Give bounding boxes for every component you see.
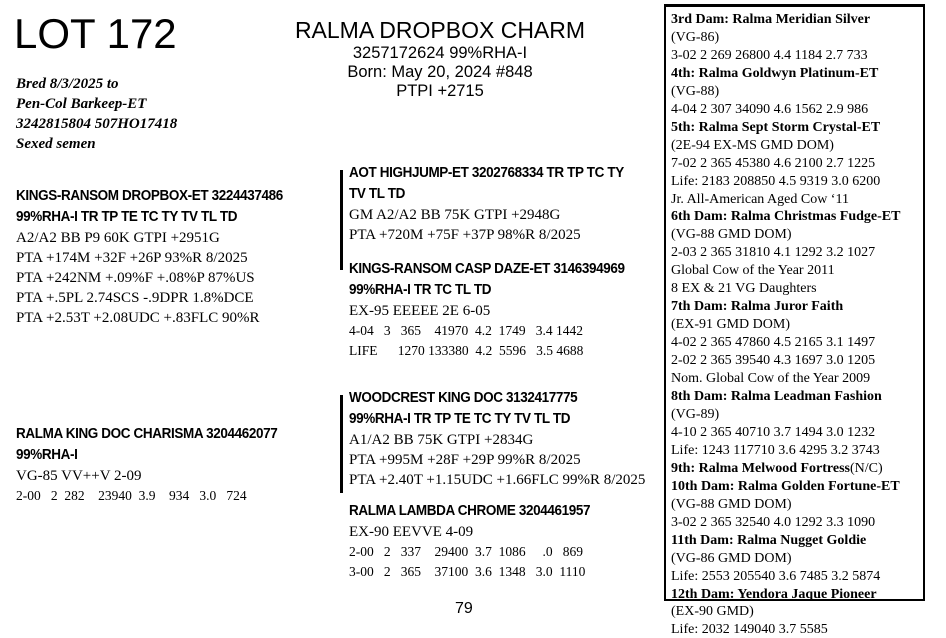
animal-name: RALMA DROPBOX CHARM — [294, 17, 586, 43]
animal-ptpi: PTPI +2715 — [396, 82, 484, 100]
ancestor-text: Jr. All-American Aged Cow ‘11 — [671, 191, 849, 207]
ancestor-text: (VG-88 GMD DOM) — [671, 496, 792, 512]
ancestor-detail — [671, 173, 923, 191]
sire-dam-block — [349, 259, 645, 361]
ancestor-detail — [671, 334, 923, 352]
dam-sire-block — [349, 388, 645, 490]
dam-dam-line: EX-90 EEVVE 4-09 — [349, 524, 474, 540]
ancestor-detail — [671, 29, 923, 47]
ancestor-text: (VG-89) — [671, 406, 720, 422]
dam-bracket — [340, 395, 343, 493]
dam-dam-name: RALMA LAMBDA CHROME 3204461957 — [349, 503, 591, 519]
ancestor-name — [671, 388, 923, 406]
ancestor-detail — [671, 603, 923, 621]
dam-dam-record: 3-00 2 365 37100 3.6 1348 3.0 1110 — [349, 564, 586, 579]
dam-sire-tags: 99%RHA-I TR TP TE TC TY TV TL TD — [349, 411, 571, 427]
ancestor-name — [671, 298, 923, 316]
dam-sire-line: PTA +2.40T +1.15UDC +1.66FLC 99%R 8/2025 — [349, 472, 646, 488]
ancestor-text: (EX-91 GMD DOM) — [671, 317, 790, 333]
bred-line: Pen-Col Barkeep-ET — [16, 96, 147, 112]
dam-dam-record: 2-00 2 337 29400 3.7 1086 .0 869 — [349, 544, 583, 559]
sire-sire-tags: TV TL TD — [349, 186, 405, 202]
ancestor-text: (EX-90 GMD) — [671, 604, 754, 620]
ancestor-text: 2-03 2 365 31810 4.1 1292 3.2 1027 — [671, 245, 876, 261]
ancestor-text: 4-10 2 365 40710 3.7 1494 3.0 1232 — [671, 424, 876, 440]
ancestor-suffix: (N/C) — [850, 460, 883, 476]
ancestor-detail — [671, 352, 923, 370]
ancestor-detail — [671, 83, 923, 101]
ancestor-text: Global Cow of the Year 2011 — [671, 263, 835, 279]
sire-name: KINGS-RANSOM DROPBOX-ET 3224437486 — [16, 188, 283, 204]
ancestor-name — [671, 208, 923, 226]
ancestor-detail — [671, 155, 923, 173]
sire-line: PTA +242NM +.09%F +.08%P 87%US — [16, 270, 255, 286]
bred-line: Bred 8/3/2025 to — [16, 76, 119, 92]
ancestor-detail — [671, 424, 923, 442]
ancestor-text: 4-02 2 365 47860 4.5 2165 3.1 1497 — [671, 335, 876, 351]
ancestor-text: 9th: Ralma Melwood Fortress — [671, 460, 850, 476]
sire-sire-line: PTA +720M +75F +37P 98%R 8/2025 — [349, 227, 581, 243]
sire-sire-block — [349, 163, 645, 245]
sire-dam-tags: 99%RHA-I TR TC TL TD — [349, 282, 492, 298]
bred-line: Sexed semen — [16, 136, 96, 152]
ancestor-text: 8 EX & 21 VG Daughters — [671, 281, 817, 297]
ancestor-text: 12th Dam: Yendora Jaque Pioneer — [671, 586, 877, 602]
ancestor-text: 7-02 2 365 45380 4.6 2100 2.7 1225 — [671, 155, 876, 171]
ancestor-detail — [671, 514, 923, 532]
dam-tags: 99%RHA-I — [16, 447, 78, 463]
sire-dam-name: KINGS-RANSOM CASP DAZE-ET 3146394969 — [349, 261, 625, 277]
sire-block — [16, 186, 303, 328]
dam-record: 2-00 2 282 23940 3.9 934 3.0 724 — [16, 488, 247, 503]
sire-tags: 99%RHA-I TR TP TE TC TY TV TL TD — [16, 209, 238, 225]
page-number: 79 — [455, 600, 473, 617]
ancestor-text: Life: 2032 149040 3.7 5585 — [671, 622, 828, 638]
ancestor-detail — [671, 226, 923, 244]
ancestor-detail — [671, 47, 923, 65]
ancestor-name — [671, 460, 923, 478]
ancestor-detail — [671, 568, 923, 586]
dam-name: RALMA KING DOC CHARISMA 3204462077 — [16, 426, 278, 442]
ancestor-text: 5th: Ralma Sept Storm Crystal-ET — [671, 119, 881, 135]
sire-bracket — [340, 170, 343, 270]
dam-sire-name: WOODCREST KING DOC 3132417775 — [349, 390, 578, 406]
sire-line: PTA +.5PL 2.74SCS -.9DPR 1.8%DCE — [16, 290, 254, 306]
ancestor-text: (VG-88 GMD DOM) — [671, 227, 792, 243]
ancestor-text: 3-02 2 365 32540 4.0 1292 3.3 1090 — [671, 514, 876, 530]
animal-header — [290, 16, 590, 101]
ancestor-detail — [671, 280, 923, 298]
ancestor-text: 2-02 2 365 39540 4.3 1697 3.0 1205 — [671, 353, 876, 369]
ancestor-text: Life: 1243 117710 3.6 4295 3.2 3743 — [671, 442, 880, 458]
ancestor-name — [671, 65, 923, 83]
ancestor-detail — [671, 137, 923, 155]
ancestor-detail — [671, 621, 923, 638]
ancestor-name — [671, 478, 923, 496]
ancestor-text: 3rd Dam: Ralma Meridian Silver — [671, 12, 871, 27]
pedigree-box — [664, 4, 925, 638]
ancestor-detail — [671, 370, 923, 388]
dam-sire-line: PTA +995M +28F +29P 99%R 8/2025 — [349, 452, 581, 468]
ancestor-text: (2E-94 EX-MS GMD DOM) — [671, 137, 834, 153]
ancestor-text: 11th Dam: Ralma Nugget Goldie — [671, 532, 867, 548]
ancestor-text: Life: 2553 205540 3.6 7485 3.2 5874 — [671, 568, 881, 584]
lot-number: LOT 172 — [14, 10, 177, 57]
ancestor-detail — [671, 101, 923, 119]
ancestor-name — [671, 586, 923, 604]
dam-sire-line: A1/A2 BB 75K GTPI +2834G — [349, 432, 534, 448]
ancestor-text: (VG-86 GMD DOM) — [671, 550, 792, 566]
sire-dam-record: 4-04 3 365 41970 4.2 1749 3.4 1442 — [349, 323, 583, 338]
ancestor-detail — [671, 316, 923, 334]
bred-line: 3242815804 507HO17418 — [16, 116, 178, 132]
ancestor-text: 7th Dam: Ralma Juror Faith — [671, 299, 844, 315]
ancestor-detail — [671, 244, 923, 262]
ancestor-text: 6th Dam: Ralma Christmas Fudge-ET — [671, 209, 901, 225]
breeding-info — [16, 74, 177, 154]
ancestor-detail — [671, 442, 923, 460]
ancestor-text: (VG-86) — [671, 29, 720, 45]
sire-dam-record: LIFE 1270 133380 4.2 5596 3.5 4688 — [349, 343, 584, 358]
ancestor-text: 10th Dam: Ralma Golden Fortune-ET — [671, 478, 900, 494]
animal-born: Born: May 20, 2024 #848 — [347, 63, 533, 81]
ancestor-name — [671, 119, 923, 137]
ancestor-text: 8th Dam: Ralma Leadman Fashion — [671, 389, 882, 405]
dam-line: VG-85 VV++V 2-09 — [16, 468, 142, 484]
sire-sire-line: GM A2/A2 BB 75K GTPI +2948G — [349, 207, 561, 223]
sire-line: PTA +174M +32F +26P 93%R 8/2025 — [16, 250, 248, 266]
ancestor-text: Nom. Global Cow of the Year 2009 — [671, 371, 871, 387]
ancestor-detail — [671, 191, 923, 209]
ancestor-text: 4-04 2 307 34090 4.6 1562 2.9 986 — [671, 101, 869, 117]
dam-dam-block — [349, 501, 608, 582]
sire-line: PTA +2.53T +2.08UDC +.83FLC 90%R — [16, 310, 260, 326]
ancestor-text: (VG-88) — [671, 83, 720, 99]
animal-id: 3257172624 99%RHA-I — [352, 44, 528, 62]
ancestor-detail — [671, 550, 923, 568]
ancestor-text: Life: 2183 208850 4.5 9319 3.0 6200 — [671, 173, 881, 189]
sire-sire-name: AOT HIGHJUMP-ET 3202768334 TR TP TC TY — [349, 165, 624, 181]
ancestor-detail — [671, 496, 923, 514]
ancestor-detail — [671, 406, 923, 424]
ancestor-detail — [671, 262, 923, 280]
dam-block — [16, 424, 297, 506]
ancestor-name — [671, 532, 923, 550]
ancestor-text: 3-02 2 269 26800 4.4 1184 2.7 733 — [671, 47, 868, 63]
sire-line: A2/A2 BB P9 60K GTPI +2951G — [16, 230, 220, 246]
sire-dam-line: EX-95 EEEEE 2E 6-05 — [349, 303, 491, 319]
ancestor-text: 4th: Ralma Goldwyn Platinum-ET — [671, 65, 879, 81]
ancestor-name — [671, 11, 923, 29]
